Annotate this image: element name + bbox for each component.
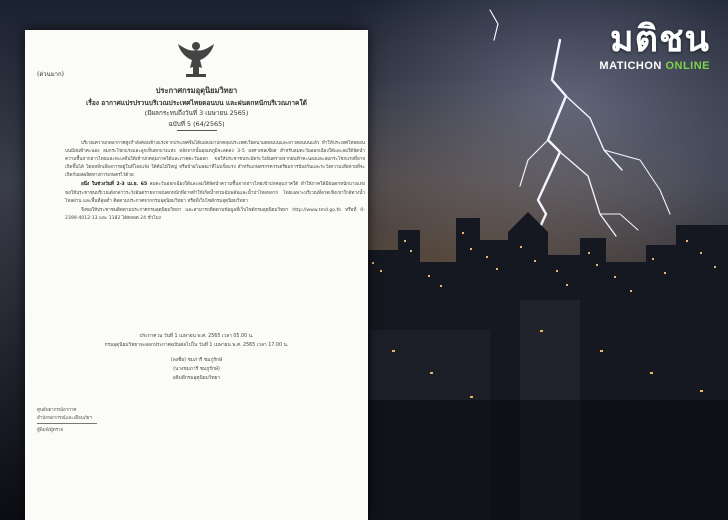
paragraph-3: จึงขอให้ประชาชนติดตามประกาศกรมอุตุนิยมวิทยา และสามารถติดตามข้อมูลที่เว็บไซต์กรมอุตุนิยมวิทยา http://www.tmd.go.th หรือที่ 0-2399-4012-13 และ 1182 ได้ตลอด 24 ชั่วโมง	[65, 207, 365, 221]
next-notice: กรมอุตุนิยมวิทยาจะออกประกาศฉบับต่อไปใน วันที่ 1 เมษายน พ.ศ. 2565 เวลา 17.00 น.	[104, 343, 289, 348]
signatory-title: อธิบดีกรมอุตุนิยมวิทยา	[172, 376, 221, 381]
logo-thai-text: มติชน	[609, 19, 710, 60]
paragraph-2: อนึ่ง ในช่วงวันที่ 2-3 เม.ย. 65 ลมตะวันออกเฉียงใต้และลมใต้พัดนำความชื้นจากอ่าวไทยเข้าปกคลุมภาคใต้ ทำให้ภาคใต้มีฝนตกหนักบางแห่ง ขอให้ประชาชนบริเวณดังกล่าวระวังอันตรายจากฝนตกหนักที่อาจทำให้เกิดน้ำท่วมฉับพลันและน้ำป่าไหลหลาก โดยเฉพาะบริเวณที่ลาดเชิงเขาใกล้ทางน้ำไหลผ่าน และพื้นที่ลุ่มต่ำ ติดตามประกาศจากกรมอุตุนิยมวิทยา หรือที่เว็บไซต์กรมอุตุนิยมวิทยา	[65, 182, 365, 204]
logo-brand-text	[599, 60, 710, 72]
subject-line: เรื่อง อากาศแปรปรวนบริเวณประเทศไทยตอนบน และฝนตกหนักบริเวณภาคใต้	[86, 99, 307, 107]
logo-suffix: ONLINE	[665, 60, 710, 72]
divider	[177, 130, 217, 131]
issued-at: ประกาศ ณ วันที่ 1 เมษายน พ.ศ. 2565 เวลา 05.00 น.	[139, 334, 254, 339]
footer-line-2: สำนักพยากรณ์และเตือนภัยฯ	[37, 416, 92, 421]
issue-number: ฉบับที่ 5 (64/2565)	[168, 120, 225, 128]
footer-divider	[37, 423, 97, 424]
footer-line-1: ศูนย์พยากรณ์อากาศ	[37, 408, 77, 413]
footer-line-3: ผู้พิมพ์/ผู้ตรวจ	[37, 428, 64, 433]
garuda-emblem-icon	[176, 38, 216, 80]
signatory-name: (นางชมภารี ชมภูรักษ์)	[173, 367, 220, 372]
valid-until: (มีผลกระทบถึงวันที่ 3 เมษายน 2565)	[144, 109, 249, 117]
logo-brand: MATICHON	[599, 60, 662, 72]
paragraph-1: บริเวณความกดอากาศสูงกำลังค่อนข้างแรงจากประเทศจีนได้แผ่ลงมาปกคลุมประเทศเวียดนามตอนบนและลาวตอนบนแล้ว ทำให้ประเทศไทยตอนบนมีฝนฟ้าคะนอง ลมกระโชกแรงและลูกเห็บตกบางแห่ง หลังจากนั้นอุณหภูมิจะลดลง 3-5 องศาเซลเซียส สำหรับลมตะวันออกเฉียงใต้และลมใต้พัดนำความชื้นจากอ่าวไทยและทะเลจีนใต้เข้าปกคลุมภาคใต้และภาคตะวันออก ขอให้ประชาชนระมัดระวังอันตรายจากฝนฟ้าคะนองและลมกระโชกแรงที่อาจเกิดขึ้นได้ โดยหลีกเลี่ยงการอยู่ในที่โล่งแจ้ง ใต้ต้นไม้ใหญ่ หรือป้ายโฆษณาที่ไม่แข็งแรง สำหรับเกษตรกรควรเตรียมการป้องกันและระวังความเสียหายที่จะเกิดกับผลผลิตทางการเกษตรไว้ด้วย	[65, 141, 365, 179]
agency-title: ประกาศกรมอุตุนิยมวิทยา	[155, 86, 238, 95]
signature-line: (ลงชื่อ) ชมภารี ชมภูรักษ์	[170, 358, 223, 363]
urgent-stamp: (ด่วนมาก)	[37, 71, 65, 78]
matichon-online-logo	[599, 19, 710, 72]
announcement-document	[25, 30, 368, 520]
document-body	[65, 140, 365, 223]
